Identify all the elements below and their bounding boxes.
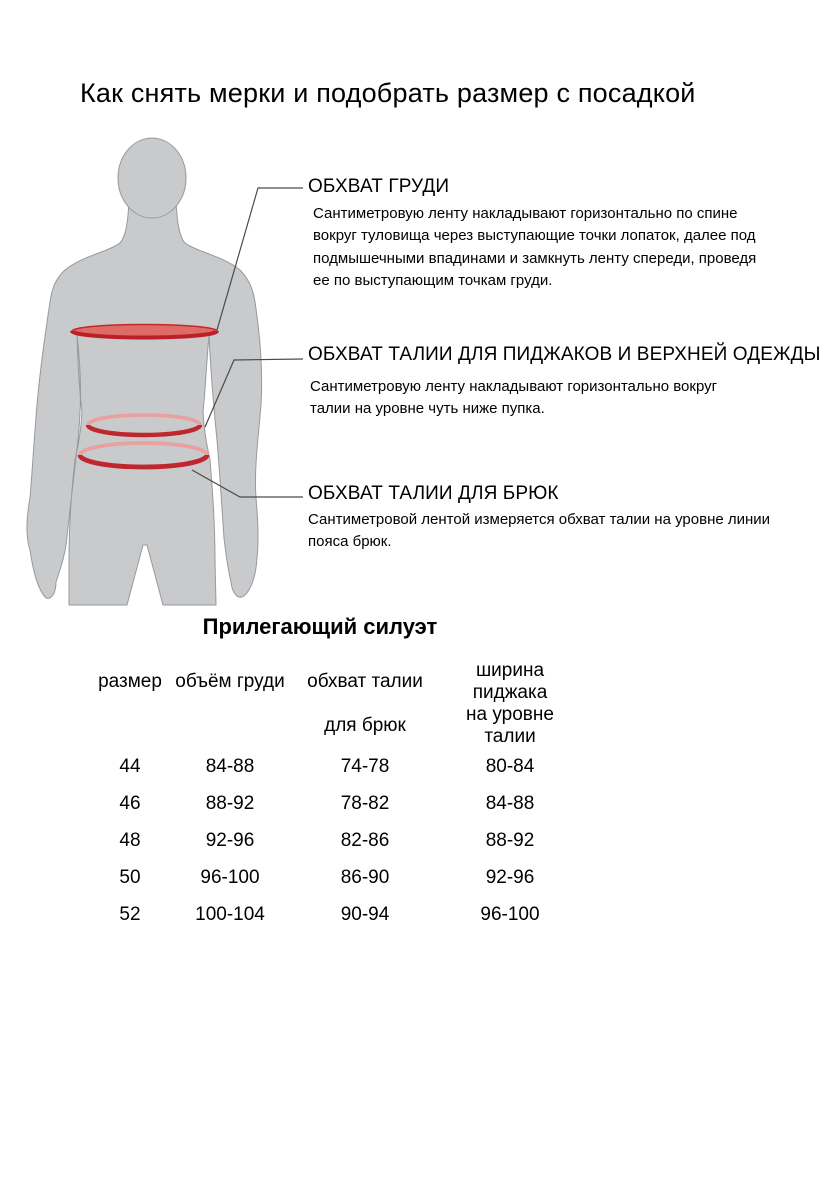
- col-header-jacket-width: ширина пиджака: [472, 660, 548, 703]
- cell-size: 44: [119, 755, 141, 777]
- cell-chest: 96-100: [200, 866, 260, 888]
- cell-jacket-width: 80-84: [485, 755, 535, 777]
- cell-waist: 90-94: [340, 903, 390, 925]
- col-header-size: размер: [98, 671, 162, 692]
- table-row: [85, 785, 575, 822]
- trouser-waist-measure-heading: ОБХВАТ ТАЛИИ ДЛЯ БРЮК: [308, 483, 559, 504]
- cell-jacket-width: 96-100: [480, 903, 540, 925]
- cell-chest: 84-88: [205, 755, 255, 777]
- jacket-waist-measure-heading: ОБХВАТ ТАЛИИ ДЛЯ ПИДЖАКОВ И ВЕРХНЕЙ ОДЕЖДЫ: [308, 344, 821, 365]
- table-row: [85, 822, 575, 859]
- size-table: [85, 660, 575, 933]
- cell-waist: 78-82: [340, 792, 390, 814]
- chest-measure-description: Сантиметровую ленту накладывают горизонтально по спине вокруг туловища через выступающие точки лопаток, далее под подмышечными впадинами и замкнуть ленту спереди, проведя ее по выступающим точкам груди.: [313, 205, 757, 290]
- col-header-chest: объём груди: [175, 671, 285, 692]
- cell-waist: 82-86: [340, 829, 390, 851]
- chest-measure-heading: ОБХВАТ ГРУДИ: [308, 176, 450, 197]
- cell-size: 50: [119, 866, 141, 888]
- table-row: [85, 859, 575, 896]
- cell-chest: 92-96: [205, 829, 255, 851]
- col-header-chest-line2: [175, 704, 285, 748]
- cell-chest: 100-104: [195, 903, 265, 925]
- col-header-waist-line2: для брюк: [324, 715, 406, 736]
- cell-jacket-width: 84-88: [485, 792, 535, 814]
- cell-size: 52: [119, 903, 141, 925]
- chest-band: [72, 325, 217, 338]
- table-header-row-1: [85, 660, 575, 704]
- cell-waist: 74-78: [340, 755, 390, 777]
- col-header-waist: обхват талии: [307, 671, 423, 692]
- col-header-jacket-width-line2: на уровне талии: [466, 704, 554, 747]
- body-silhouette: [27, 200, 262, 605]
- cell-size: 46: [119, 792, 141, 814]
- page-title: Как снять мерки и подобрать размер с посадкой: [80, 78, 696, 108]
- table-header-row-2: [85, 704, 575, 748]
- jacket-waist-measure-description: Сантиметровую ленту накладывают горизонтально вокруг талии на уровне чуть ниже пупка.: [310, 378, 718, 418]
- table-row: [85, 748, 575, 785]
- trouser-waist-measure-description: Сантиметровой лентой измеряется обхват талии на уровне линии пояса брюк.: [308, 511, 771, 551]
- table-row: [85, 896, 575, 933]
- cell-jacket-width: 88-92: [485, 829, 535, 851]
- cell-waist: 86-90: [340, 866, 390, 888]
- size-table-title: Прилегающий силуэт: [202, 614, 438, 639]
- cell-chest: 88-92: [205, 792, 255, 814]
- head-silhouette: [118, 138, 186, 218]
- col-header-size-line2: [85, 704, 175, 748]
- male-silhouette-figure: [20, 130, 310, 610]
- cell-jacket-width: 92-96: [485, 866, 535, 888]
- cell-size: 48: [119, 829, 141, 851]
